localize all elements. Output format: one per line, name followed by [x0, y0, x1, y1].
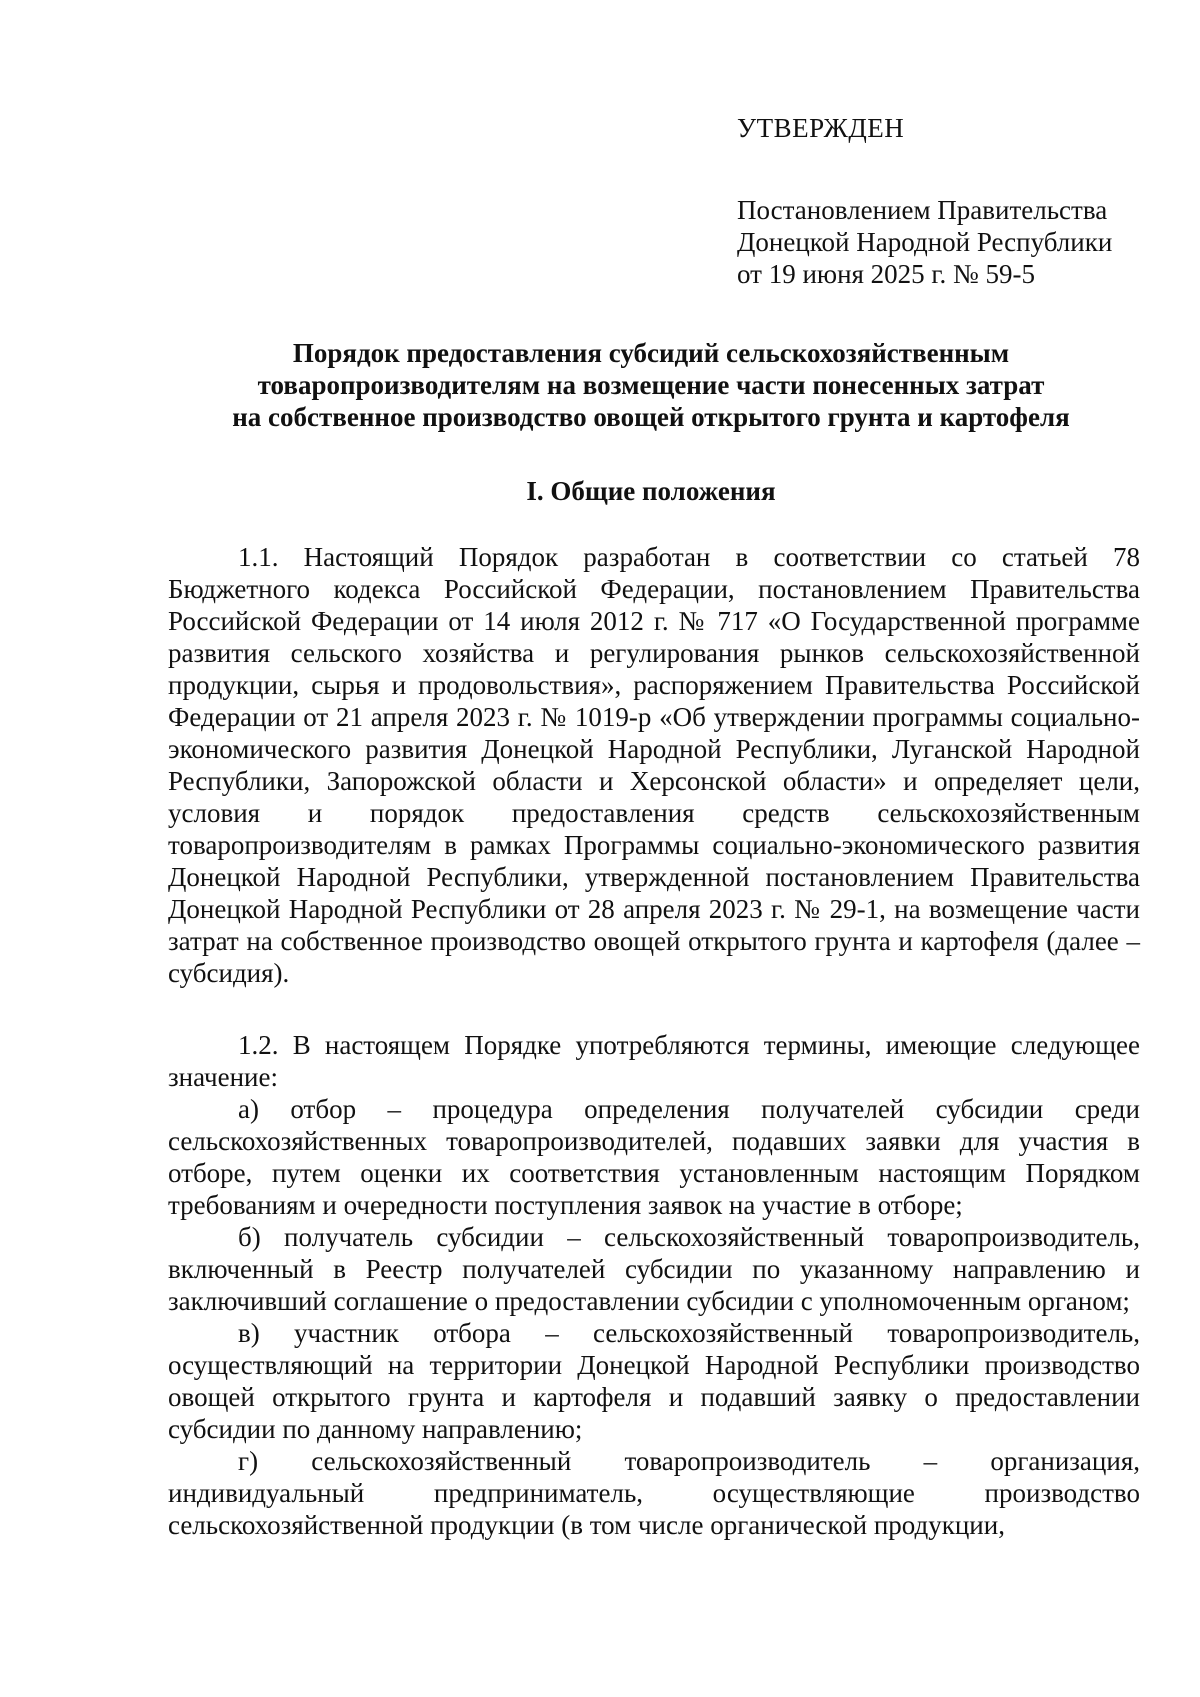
approval-stamp: УТВЕРЖДЕН	[737, 113, 905, 143]
term-v: в) участник отбора – сельскохозяйственный товаропроизводитель, осуществляющий на территории Донецкой Народной Республики производство овощей открытого грунта и картофеля и подавший заявку о предоставлении субсидии по данному направлению;	[168, 1318, 1140, 1444]
section-heading: I. Общие положения	[526, 476, 776, 506]
paragraph-1-2: 1.2. В настоящем Порядке употребляются термины, имеющие следующее значение:	[168, 1030, 1140, 1092]
title-line-2: товаропроизводителям на возмещение части понесенных затрат	[257, 370, 1045, 400]
title-line-1: Порядок предоставления субсидий сельскохозяйственным	[292, 338, 1010, 368]
paragraph-1-1-block	[168, 541, 1140, 989]
approval-line-2: Донецкой Народной Республики	[737, 227, 1113, 257]
title-line-3: на собственное производство овощей открытого грунта и картофеля	[232, 402, 1070, 432]
approval-block	[737, 112, 1167, 290]
approval-line-3: от 19 июня 2025 г. № 59-5	[737, 259, 1035, 289]
paragraph-1-2-block	[168, 1029, 1140, 1541]
approval-line-1: Постановлением Правительства	[737, 195, 1108, 225]
paragraph-1-1: 1.1. Настоящий Порядок разработан в соответствии со статьей 78 Бюджетного кодекса Российской Федерации, постановлением Правительства Российской Федерации от 14 июля 2012 г. № 717 «О Государственной программе развития сельского хозяйства и регулирования рынков сельскохозяйственной продукции, сырья и продовольствия», распоряжением Правительства Российской Федерации от 21 апреля 2023 г. № 1019-р «Об утверждении программы социально-экономического развития Донецкой Народной Республики, Луганской Народной Республики, Запорожской области и Херсонской области» и определяет цели, условия и порядок предоставления средств сельскохозяйственным товаропроизводителям в рамках Программы социально-экономического развития Донецкой Народной Республики, утвержденной постановлением Правительства Донецкой Народной Республики от 28 апреля 2023 г. № 29-1, на возмещение части затрат на собственное производство овощей открытого грунта и картофеля (далее – субсидия).	[168, 542, 1140, 988]
document-title	[160, 337, 1142, 433]
term-a: а) отбор – процедура определения получателей субсидии среди сельскохозяйственных товаропроизводителей, подавших заявки для участия в отборе, путем оценки их соответствия установленным настоящим Порядком требованиям и очередности поступления заявок на участие в отборе;	[168, 1094, 1140, 1220]
term-b: б) получатель субсидии – сельскохозяйственный товаропроизводитель, включенный в Реестр получателей субсидии по указанному направлению и заключивший соглашение о предоставлении субсидии с уполномоченным органом;	[168, 1222, 1140, 1316]
term-g: г) сельскохозяйственный товаропроизводитель – организация, индивидуальный предприниматель, осуществляющие производство сельскохозяйственной продукции (в том числе органической продукции,	[168, 1446, 1140, 1540]
